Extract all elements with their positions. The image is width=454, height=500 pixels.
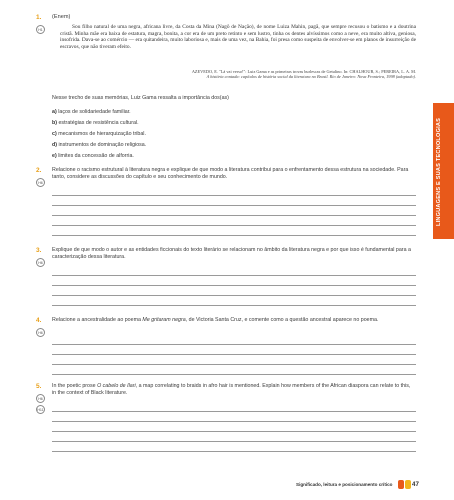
text-run: Relacione a ancestralidade ao poema — [52, 317, 143, 323]
option-text: mecanismos de hierarquização tribal. — [58, 131, 146, 137]
question-2-text: Relacione o racismo estrutural à literatura negra e explique de que modo a literatura contribui para o enfrentamento dessa estrutura na sociedade. Para tanto, considere as discussões do capítulo e seu conhecimento de mundo. — [52, 167, 409, 180]
question-3-text: Explique de que modo o autor e as entidades ficcionais do texto literário se relacionam no âmbito da literatura negra e por que isso é fundamental para a caracterização dessa literatura. — [52, 247, 411, 260]
answer-line[interactable] — [52, 235, 416, 236]
option-letter: b) — [52, 120, 57, 126]
option-letter: e) — [52, 153, 57, 159]
answer-line[interactable] — [52, 431, 416, 432]
skill-badge-icon: H11 — [36, 405, 45, 414]
option-letter: c) — [52, 131, 57, 137]
option-text: laços de solidariedade familiar. — [58, 109, 131, 115]
answer-line[interactable] — [52, 441, 416, 442]
text-run: , de Victoria Santa Cruz, e comente como a questão ancestral aparece no poema. — [185, 317, 379, 323]
question-2-number: 2. — [36, 167, 42, 174]
skill-badge-icon: H6 — [36, 258, 45, 267]
option-b[interactable] — [52, 120, 139, 126]
option-e[interactable] — [52, 153, 134, 159]
answer-line[interactable] — [52, 225, 416, 226]
answer-line[interactable] — [52, 285, 416, 286]
question-3-number: 3. — [36, 247, 42, 254]
question-1-source: (Enem) — [52, 14, 71, 20]
skill-badge-icon: H6 — [36, 178, 45, 187]
question-5-number: 5. — [36, 383, 42, 390]
answer-line[interactable] — [52, 195, 416, 196]
option-letter: a) — [52, 109, 57, 115]
option-c[interactable] — [52, 131, 146, 137]
page-number: 47 — [412, 481, 419, 488]
citation-line-1: AZEVEDO, E. "Lá vai verso!": Luiz Gama e as primeiras trovas burlescas de Getulino. In: CHALHOUB, S.; PEREIRA, L. A. M. — [191, 69, 416, 74]
answer-line[interactable] — [52, 275, 416, 276]
section-tab-label: LINGUAGENS E SUAS TECNOLOGIAS — [436, 117, 442, 227]
section-marker-icon — [405, 480, 411, 489]
text-run: In the poetic prose — [52, 383, 98, 389]
option-text: instrumentos de dominação religiosa. — [58, 142, 147, 148]
answer-line[interactable] — [52, 421, 416, 422]
section-marker-icon — [398, 480, 404, 489]
answer-line[interactable] — [52, 215, 416, 216]
answer-line[interactable] — [52, 305, 416, 306]
question-1-number: 1. — [36, 14, 42, 21]
question-1-prompt: Nesse trecho de suas memórias, Luiz Gama ressalta a importância dos(as) — [52, 95, 229, 101]
answer-line[interactable] — [52, 364, 416, 365]
skill-badge-icon: H6 — [36, 394, 45, 403]
option-text: limites da concessão de alforria. — [58, 153, 134, 159]
option-a[interactable] — [52, 109, 131, 115]
answer-line[interactable] — [52, 205, 416, 206]
question-5-text — [52, 383, 414, 396]
question-4-number: 4. — [36, 317, 42, 324]
question-1-citation — [120, 69, 416, 80]
footer-label: Significado, leitura e posicionamento crítico — [296, 482, 393, 487]
answer-line[interactable] — [52, 354, 416, 355]
question-1-quote: Sou filho natural de uma negra, africana livre, da Costa da Mina (Nagô de Nação), de nome Luiza Mahin, pagã, que sempre recusou o batismo e a doutrina cristã. Minha mãe era baixa de estatura, magra, bonita, a cor era de um preto retinto e sem lustro, tinha os dentes alvíssimos como a neve, era muito altiva, geniosa, insofrida. Dava-se ao comércio — era quitandeira, muito laboriosa e, mais de uma vez, na Bahia, foi presa como suspeita de envolver-se em planos de insurreição de escravos, que não tiveram efeito. — [60, 24, 416, 50]
question-4-text — [52, 317, 414, 324]
skill-badge-icon: H1 — [36, 25, 45, 34]
poem-title: Me gritaram negra — [142, 317, 186, 323]
skill-badge-icon: H6 — [36, 328, 45, 337]
option-d[interactable] — [52, 142, 146, 148]
text-run: , a map correlating to braids in afro hair is mentioned. Explain how members of the African diaspora can relate to this, in the context of Black literature. — [52, 383, 411, 396]
option-letter: d) — [52, 142, 57, 148]
answer-line[interactable] — [52, 374, 416, 375]
answer-line[interactable] — [52, 344, 416, 345]
answer-line[interactable] — [52, 295, 416, 296]
option-text: estratégias de resistência cultural. — [58, 120, 139, 126]
answer-line[interactable] — [52, 411, 416, 412]
answer-line[interactable] — [52, 451, 416, 452]
citation-line-2: A história contada: capítulos de história social da literatura no Brasil. Rio de Janeiro: Nova Fronteira, 1998 (adaptado). — [206, 74, 416, 80]
work-title: O cabelo de Ilari — [97, 383, 136, 389]
